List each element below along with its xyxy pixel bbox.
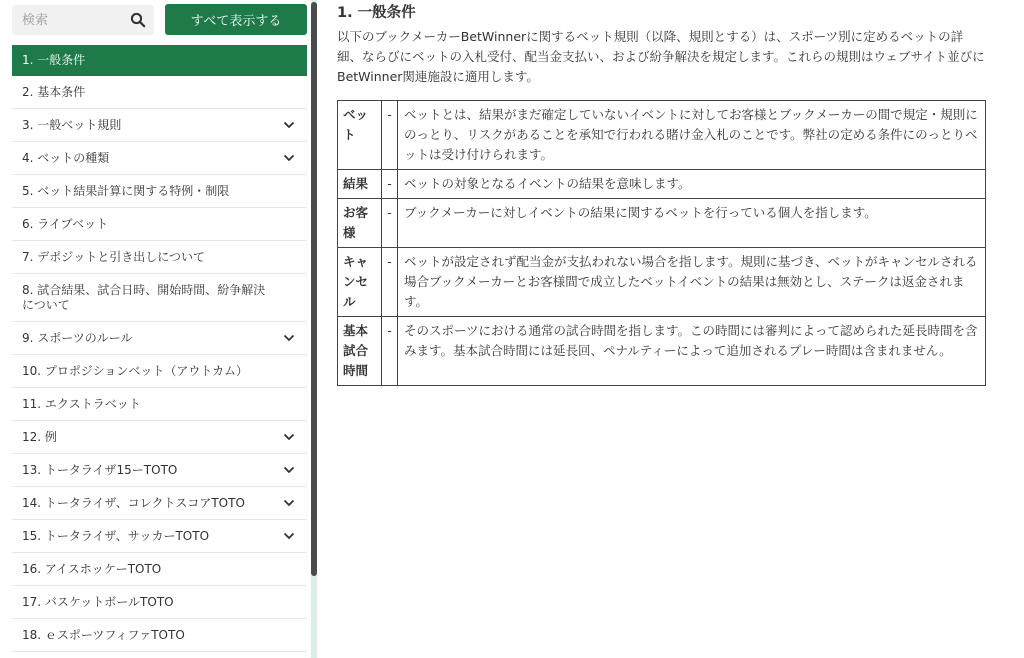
chevron-down-icon[interactable] [283, 498, 295, 508]
definition-separator: - [382, 248, 398, 317]
nav-item-totalizator-15[interactable] [12, 454, 307, 487]
nav-item-live-bet[interactable] [12, 208, 307, 241]
chevron-down-icon[interactable] [283, 120, 295, 130]
nav-item-label: 5. ベット結果計算に関する特例・制限 [22, 183, 230, 198]
definition-term: キャンセル [338, 248, 382, 317]
definition-separator: - [382, 199, 398, 248]
definition-term: 結果 [338, 170, 382, 199]
nav-item-settlement-exceptions[interactable] [12, 175, 307, 208]
definition-separator: - [382, 317, 398, 386]
nav-item-label: 11. エクストラベット [22, 396, 141, 411]
definition-text: ブックメーカーに対しイベントの結果に関するベットを行っている個人を指します。 [398, 199, 986, 248]
search-box [12, 5, 154, 35]
definition-term: お客様 [338, 199, 382, 248]
nav-item-sports-rules[interactable] [12, 322, 307, 355]
table-row [338, 317, 986, 386]
definition-separator: - [382, 101, 398, 170]
search-input[interactable] [12, 5, 122, 35]
definition-term: 基本試合時間 [338, 317, 382, 386]
nav-item-bet-types[interactable] [12, 142, 307, 175]
definition-text: そのスポーツにおける通常の試合時間を指します。この時間には審判によって認められた延長時間を含みます。基本試合時間には延長回、ペナルティーによって追加されるプレー時間は含まれません。 [398, 317, 986, 386]
nav-item-label: 6. ライブベット [22, 216, 109, 231]
sidebar [0, 0, 318, 658]
nav-item-totalizator-soccer[interactable] [12, 520, 307, 553]
nav-item-label: 17. バスケットボールTOTO [22, 594, 174, 609]
rules-nav [12, 45, 307, 652]
nav-item-basic-conditions[interactable] [12, 76, 307, 109]
nav-item-label: 10. プロポジションベット（アウトカム） [22, 363, 248, 378]
nav-item-label: 9. スポーツのルール [22, 330, 133, 345]
nav-item-examples[interactable] [12, 421, 307, 454]
nav-item-deposit-withdrawal[interactable] [12, 241, 307, 274]
nav-item-label: 12. 例 [22, 429, 57, 444]
table-row [338, 199, 986, 248]
table-row [338, 248, 986, 317]
chevron-down-icon[interactable] [283, 531, 295, 541]
nav-item-results-disputes[interactable] [12, 274, 307, 322]
definition-term: ベット [338, 101, 382, 170]
nav-item-label: 16. アイスホッケーTOTO [22, 561, 162, 576]
nav-item-ice-hockey-toto[interactable] [12, 553, 307, 586]
definitions-table [337, 100, 986, 386]
definition-text: ベットの対象となるイベントの結果を意味します。 [398, 170, 986, 199]
table-row [338, 170, 986, 199]
search-icon[interactable] [130, 12, 146, 28]
nav-item-extra-bet[interactable] [12, 388, 307, 421]
definition-text: ベットが設定されず配当金が支払われない場合を指します。規則に基づき、ベットがキャンセルされる場合ブックメーカーとお客様間で成立したベットイベントの結果は無効とし、ステークは返金されます。 [398, 248, 986, 317]
page-title: 1. 一般条件 [337, 5, 416, 21]
nav-item-label: 13. トータライザ15ーTOTO [22, 462, 178, 477]
nav-item-general-bet-rules[interactable] [12, 109, 307, 142]
nav-item-label: 4. ベットの種類 [22, 150, 110, 165]
nav-item-basketball-toto[interactable] [12, 586, 307, 619]
chevron-down-icon[interactable] [283, 432, 295, 442]
nav-item-label: 7. デポジットと引き出しについて [22, 249, 206, 264]
chevron-down-icon[interactable] [283, 465, 295, 475]
nav-item-esports-fifa-toto[interactable] [12, 619, 307, 652]
definition-separator: - [382, 170, 398, 199]
show-all-button[interactable]: すべて表示する [165, 4, 307, 35]
nav-item-general-conditions[interactable] [12, 45, 307, 76]
nav-item-label: 8. 試合結果、試合日時、開始時間、紛争解決について [22, 282, 266, 312]
definition-text: ベットとは、結果がまだ確定していないイベントに対してお客様とブックメーカーの間で規定・規則にのっとり、リスクがあることを承知で行われる賭け金入札のことです。弊社の定める条件にのっとりベットは受け付けられます。 [398, 101, 986, 170]
nav-item-proposition-bet[interactable] [12, 355, 307, 388]
nav-item-label: 1. 一般条件 [22, 53, 86, 67]
intro-paragraph: 以下のブックメーカーBetWinnerに関するベット規則（以降、規則とする）は、スポーツ別に定めるベットの詳細、ならびにベットの入札受付、配当金支払い、および紛争解決を規定します。これらの規則はウェブサイト並びにBetWinner関連施設に適用します。 [337, 29, 985, 84]
chevron-down-icon[interactable] [283, 333, 295, 343]
nav-item-label: 15. トータライザ、サッカーTOTO [22, 528, 210, 543]
chevron-down-icon[interactable] [283, 153, 295, 163]
sidebar-scrollbar-thumb[interactable] [311, 2, 317, 576]
nav-item-totalizator-correct-score[interactable] [12, 487, 307, 520]
nav-item-label: 2. 基本条件 [22, 84, 86, 99]
nav-item-label: 14. トータライザ、コレクトスコアTOTO [22, 495, 245, 510]
nav-item-label: 3. 一般ベット規則 [22, 117, 122, 132]
nav-item-label: 18. ｅスポーツフィファTOTO [22, 627, 185, 642]
main-content [337, 0, 997, 378]
table-row [338, 101, 986, 170]
